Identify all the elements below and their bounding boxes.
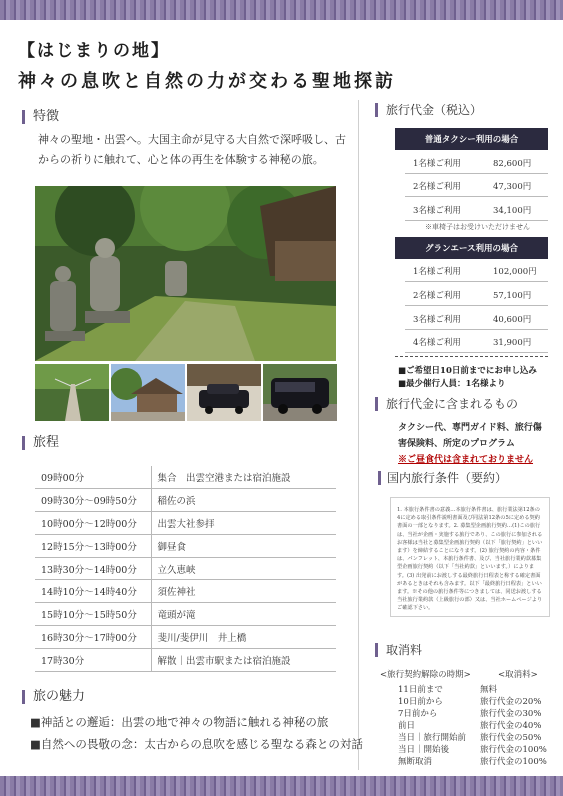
price-row — [395, 199, 548, 221]
shrine-forest-photo — [35, 186, 336, 361]
cancel-fee: 無料 — [480, 685, 498, 695]
cancel-fee: 旅行代金の20% — [480, 697, 542, 707]
itinerary-place: 須佐神社 — [151, 580, 336, 603]
bottom-decorative-band — [0, 776, 563, 796]
top-decorative-band — [0, 0, 563, 20]
price-row — [395, 308, 548, 330]
conditions-heading: 国内旅行条件（要約） — [378, 471, 507, 485]
cancel-period: 当日｜開始後 — [398, 745, 450, 755]
cancel-period: 前日 — [398, 721, 416, 731]
itinerary-place: 出雲大社参拝 — [151, 512, 336, 535]
price-value: 34,100円 — [493, 206, 532, 216]
price-label: 1名様ご利用 — [413, 267, 461, 277]
itinerary-time: 15時10分～15時50分 — [35, 603, 151, 626]
itinerary-place: 集合 出雲空港または宿泊施設 — [151, 466, 336, 489]
title-line-1: 【はじまりの地】 — [18, 41, 170, 61]
itinerary-place: 立久恵峡 — [151, 557, 336, 580]
price-value: 47,300円 — [493, 182, 532, 192]
itinerary-time: 13時30分～14時00分 — [35, 557, 151, 580]
itinerary-time: 12時15分～13時00分 — [35, 534, 151, 557]
price-label: 4名様ご利用 — [413, 338, 461, 348]
charm-item-nature: ■自然への畏敬の念：太古からの息吹を感じる聖なる森との対話 — [30, 737, 363, 751]
included-heading: 旅行代金に含まれるもの — [375, 397, 518, 411]
itinerary-time: 09時00分 — [35, 466, 151, 489]
price-label: 3名様ご利用 — [413, 206, 461, 216]
shrine-forest-illustration — [35, 186, 336, 361]
taxi-price-header: 普通タクシー利用の場合 — [395, 128, 548, 150]
price-value: 102,000円 — [493, 267, 537, 277]
photo-suspension-bridge — [35, 364, 109, 421]
table-row — [35, 557, 336, 580]
itinerary-place: 斐川/斐伊川 井上橋 — [151, 626, 336, 649]
price-label: 2名様ご利用 — [413, 291, 461, 301]
cancel-heading: 取消料 — [375, 643, 422, 657]
photo-taxi — [187, 364, 261, 421]
charm-item-myth: ■神話との邂逅：出雲の地で神々の物語に触れる神秘の旅 — [30, 715, 329, 729]
cancel-period: 無断取消 — [398, 757, 433, 767]
taxi-wheelchair-note: ※車椅子はお受けいただけません — [425, 223, 530, 231]
cancel-col-time: <旅行契約解除の時期> — [380, 670, 471, 680]
cancel-fee: 旅行代金の50% — [480, 733, 542, 743]
price-value: 31,900円 — [493, 338, 532, 348]
price-row — [395, 284, 548, 306]
price-divider — [395, 356, 548, 357]
cancel-fee: 旅行代金の30% — [480, 709, 542, 719]
table-row — [35, 534, 336, 557]
itinerary-time: 17時30分 — [35, 648, 151, 671]
conditions-text: 1. 本旅行条件書の意義…本旅行条件書は、旅行業法第12条の4に定める取引条件説明書面及び同法第12条の5に定める契約書面の一部となります。2. 募集型企画旅行契約…(1)この旅行は、当社が企画・実施する旅行であり、この旅行に参加されるお客様は当社と募集型企画旅行契約（以下「旅行契約」といいます）を締結することになります。(2) 旅行契約の内容・条件は、パンフレット、本旅行条件書、及び、当社旅行業約款募集型企画旅行契約（以下「当社約款」といいます。）によります。(3) 出発前にお渡しする最終旅行日程表と称する確定書面があるときはそれも含みます。以下「最終旅行日程表」といいます。※その他の旅行条件等につきましては、同送お渡しする当社旅行業約款（上級旅行の部）又は、当社ホームページよりご確認下さい。 — [390, 497, 550, 617]
cancel-period: 7日前から — [398, 709, 438, 719]
price-value: 82,600円 — [493, 159, 532, 169]
photo-van — [263, 364, 337, 421]
table-row — [35, 603, 336, 626]
cancel-period: 10日前から — [398, 697, 443, 707]
price-label: 3名様ご利用 — [413, 315, 461, 325]
cancel-fee: 旅行代金の40% — [480, 721, 542, 731]
price-row — [395, 260, 548, 282]
price-value: 40,600円 — [493, 315, 532, 325]
features-text: 神々の聖地・出雲へ。大国主命が見守る大自然で深呼吸し、古からの祈りに触れて、心と体の再生を体験する神秘の旅。 — [38, 133, 346, 166]
itinerary-time: 10時00分～12時00分 — [35, 512, 151, 535]
included-text — [398, 420, 550, 468]
itinerary-table — [35, 466, 336, 672]
price-row — [395, 175, 548, 197]
column-divider — [358, 100, 359, 770]
itinerary-heading: 旅程 — [22, 436, 59, 450]
price-row — [395, 152, 548, 174]
table-row — [35, 648, 336, 671]
title-line-2: 神々の息吹と自然の力が交わる聖地探訪 — [18, 71, 396, 92]
cancel-period: 当日｜旅行開始前 — [398, 733, 467, 743]
itinerary-place: 竜頭が滝 — [151, 603, 336, 626]
cancel-period: 11日前まで — [398, 685, 443, 695]
itinerary-time: 09時30分～09時50分 — [35, 489, 151, 512]
page-title — [18, 36, 548, 93]
itinerary-time: 16時30分～17時00分 — [35, 626, 151, 649]
price-heading: 旅行代金（税込） — [375, 103, 482, 117]
table-row — [35, 512, 336, 535]
lunch-excluded-note: ※ご昼食代は含まれておりません — [398, 455, 534, 465]
table-row — [35, 580, 336, 603]
minimum-participants-note: ■最少催行人員：1名様より — [398, 379, 506, 389]
price-label: 2名様ご利用 — [413, 182, 461, 192]
cancel-fee: 旅行代金の100% — [480, 757, 547, 767]
price-value: 57,100円 — [493, 291, 532, 301]
cancel-column-headers — [380, 668, 555, 680]
included-items: タクシー代、専門ガイド料、旅行傷害保険料、所定のプログラム — [398, 423, 542, 449]
itinerary-time: 14時10分～14時40分 — [35, 580, 151, 603]
features-heading: 特徴 — [22, 110, 59, 124]
itinerary-place: 稲佐の浜 — [151, 489, 336, 512]
table-row — [35, 466, 336, 489]
grand-ace-price-header: グランエース利用の場合 — [395, 237, 548, 259]
cancel-col-fee: <取消料> — [498, 670, 538, 680]
itinerary-place: 御昼食 — [151, 534, 336, 557]
charm-heading: 旅の魅力 — [22, 690, 85, 704]
table-row — [35, 489, 336, 512]
cancel-fee: 旅行代金の100% — [480, 745, 547, 755]
price-row — [395, 331, 548, 353]
price-label: 1名様ご利用 — [413, 159, 461, 169]
photo-shrine-building — [111, 364, 185, 421]
itinerary-place: 解散｜出雲市駅または宿泊施設 — [151, 648, 336, 671]
application-deadline-note: ■ご希望日10日前までにお申し込み — [398, 366, 537, 376]
table-row — [35, 626, 336, 649]
